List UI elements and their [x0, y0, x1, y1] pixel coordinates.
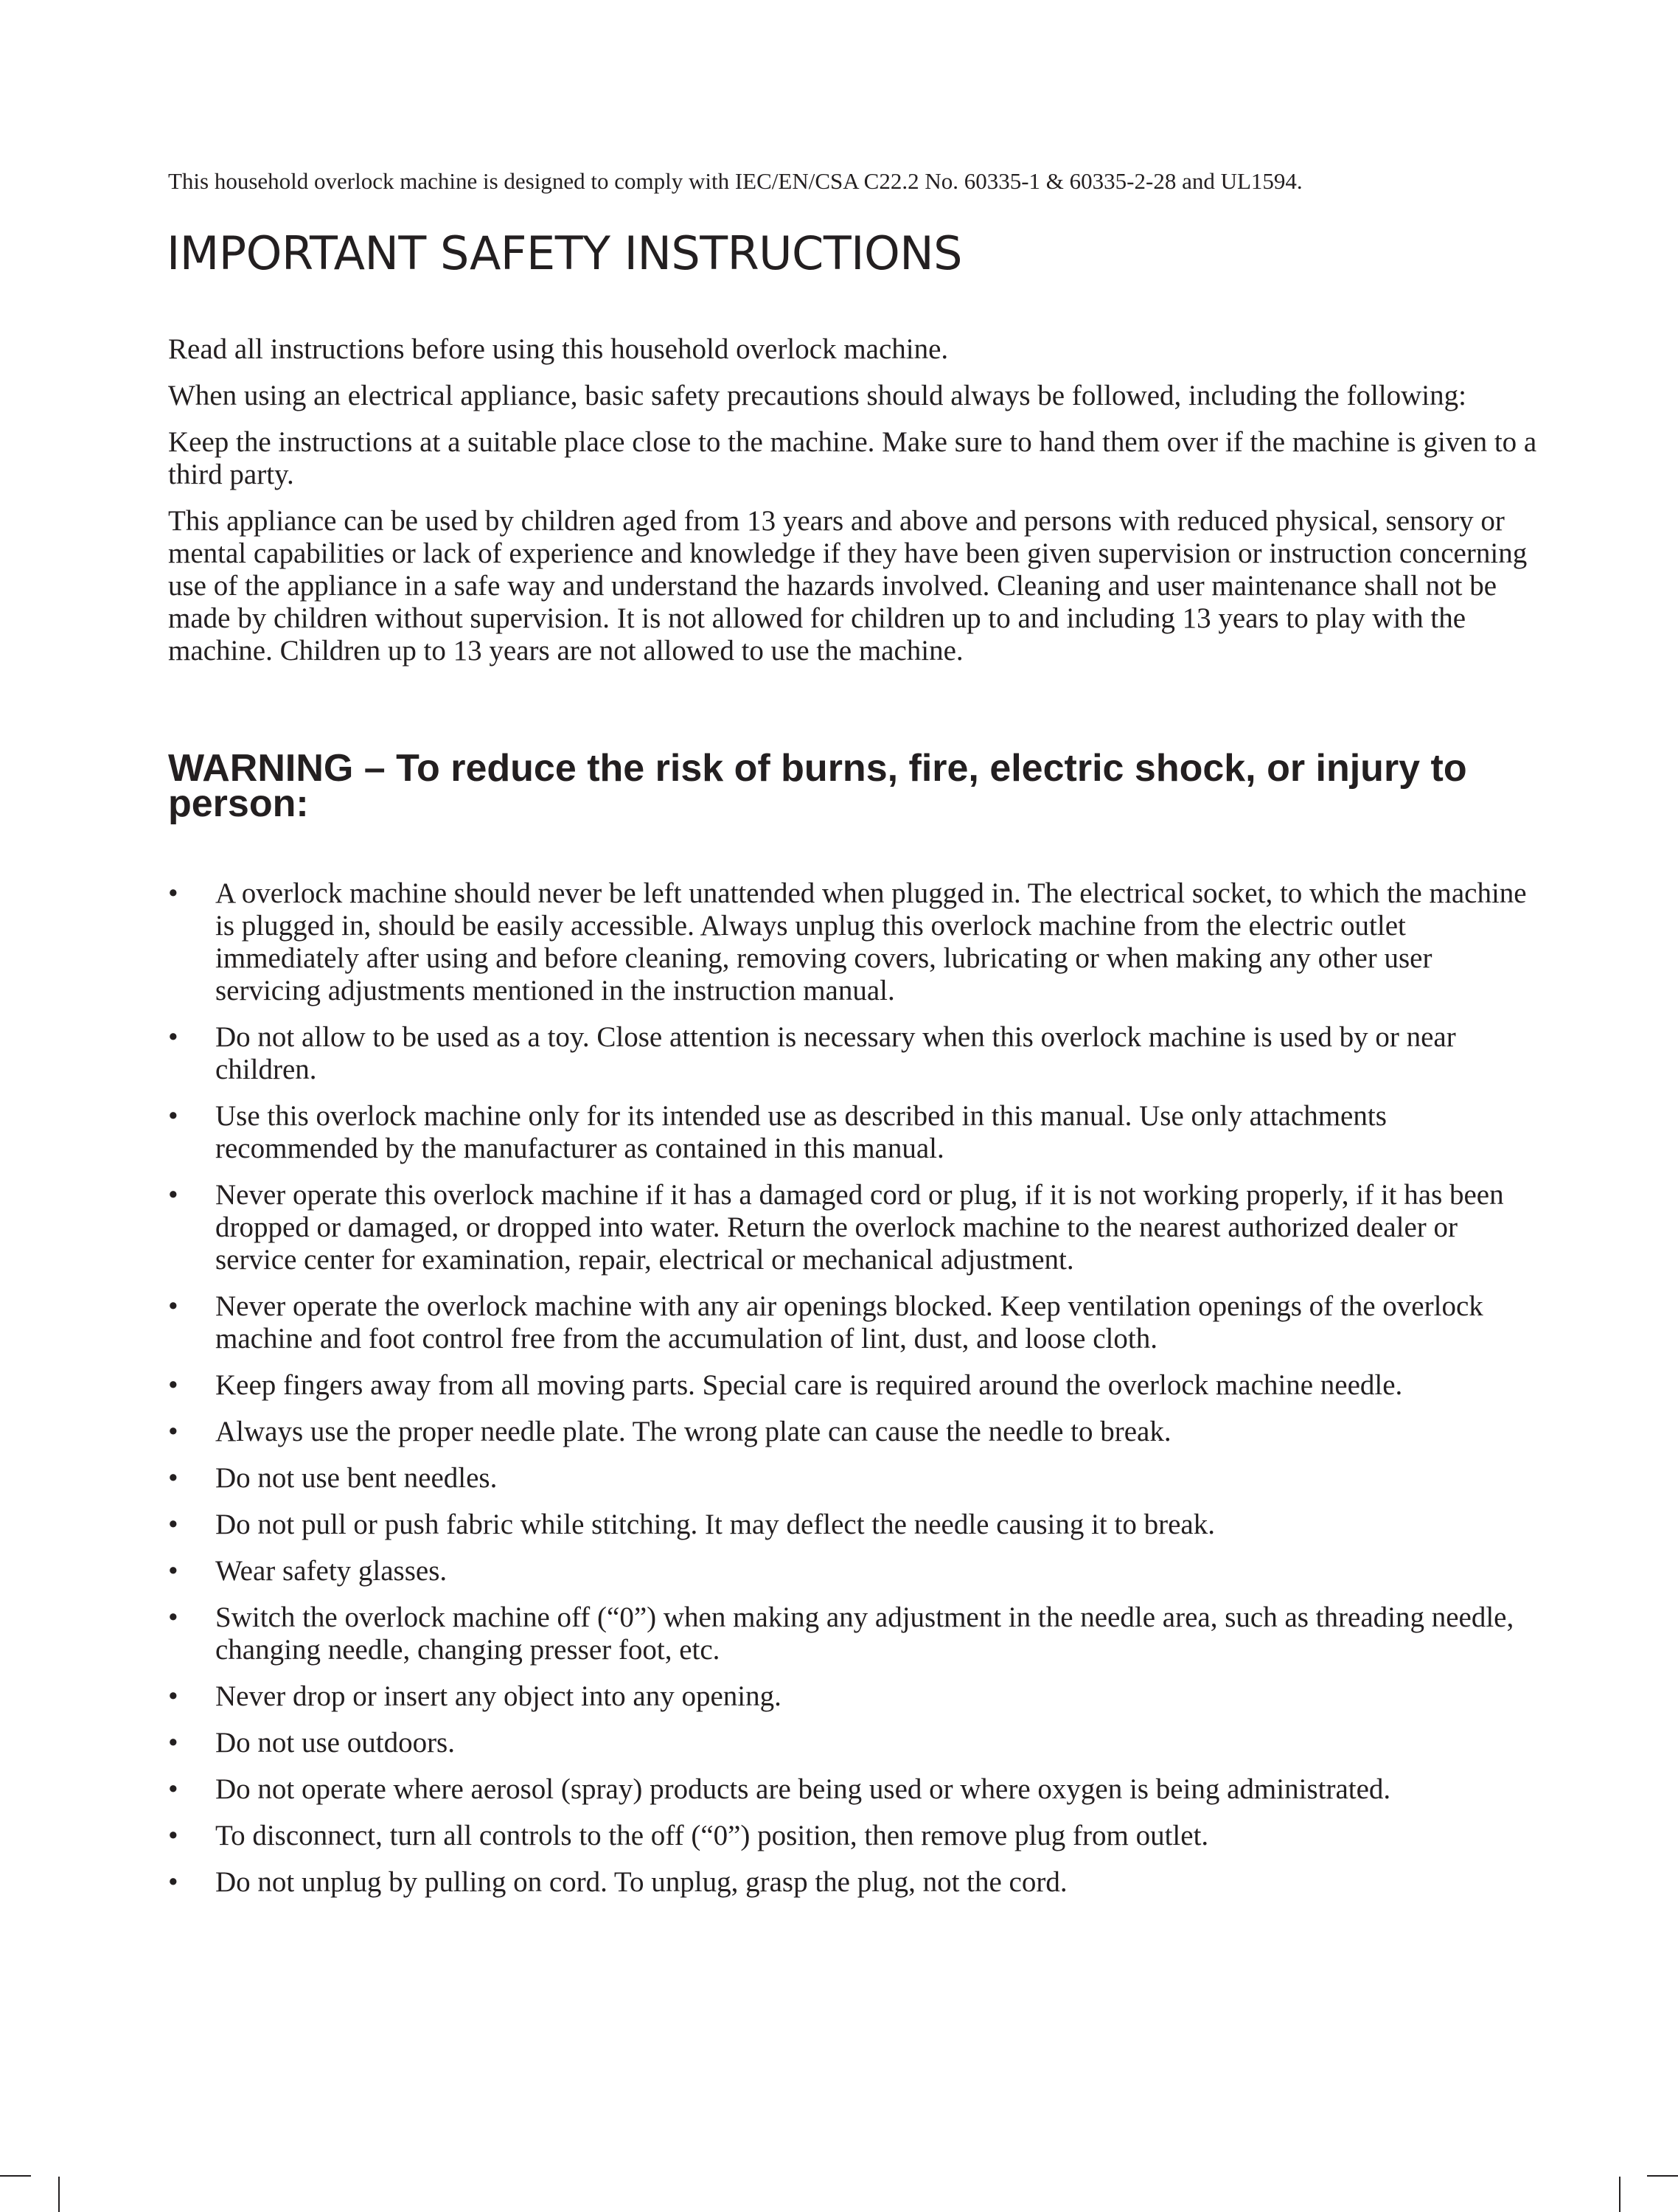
- bullet-icon: •: [168, 1555, 178, 1587]
- bullet-icon: •: [168, 1601, 178, 1633]
- list-item: [168, 1021, 1539, 1086]
- intro-paragraph: When using an electrical appliance, basic safety precautions should always be followed, including the following:: [168, 380, 1466, 411]
- list-item: [168, 1509, 1539, 1541]
- crop-mark-right-horizontal: [1647, 2175, 1678, 2177]
- page-title: IMPORTANT SAFETY INSTRUCTIONS: [167, 226, 963, 280]
- bullet-icon: •: [168, 1820, 178, 1851]
- list-item: [168, 1100, 1539, 1165]
- bullet-icon: •: [168, 1100, 178, 1132]
- list-item-text: Use this overlock machine only for its intended use as described in this manual. Use only attachments recommended by the manufacturer as contained in this manual.: [215, 1100, 1387, 1164]
- list-item: [168, 1866, 1539, 1899]
- bullet-icon: •: [168, 1866, 178, 1898]
- list-item-text: Never operate this overlock machine if it has a damaged cord or plug, if it is not working properly, if it has been dropped or damaged, or dropped into water. Return the overlock machine to the nearest authorized dealer or service center for examination, repair, electrical or mechanical adjustment.: [215, 1179, 1504, 1276]
- warning-heading: WARNING – To reduce the risk of burns, fire, electric shock, or injury to person:: [168, 747, 1467, 825]
- list-item: [168, 1727, 1539, 1759]
- intro-section: [168, 333, 1539, 681]
- list-item: [168, 1290, 1539, 1355]
- bullet-icon: •: [168, 1021, 178, 1053]
- list-item-text: Never drop or insert any object into any opening.: [215, 1680, 781, 1712]
- list-item-text: Keep fingers away from all moving parts. Special care is required around the overlock machine needle.: [215, 1369, 1403, 1401]
- list-item-text: Switch the overlock machine off (“0”) when making any adjustment in the needle area, such as threading needle, changing needle, changing presser foot, etc.: [215, 1601, 1514, 1666]
- list-item: [168, 1555, 1539, 1587]
- list-item: [168, 1601, 1539, 1666]
- bullet-icon: •: [168, 1773, 178, 1805]
- bullet-icon: •: [168, 1179, 178, 1211]
- list-item-text: Wear safety glasses.: [215, 1555, 448, 1587]
- bullet-icon: •: [168, 1462, 178, 1494]
- list-item: [168, 1773, 1539, 1806]
- list-item-text: Do not pull or push fabric while stitching. It may deflect the needle causing it to break.: [215, 1509, 1215, 1540]
- list-item: [168, 1820, 1539, 1852]
- list-item: [168, 1369, 1539, 1402]
- list-item-text: Do not allow to be used as a toy. Close attention is necessary when this overlock machine is used by or near children.: [215, 1021, 1456, 1085]
- crop-mark-right-vertical: [1619, 2177, 1620, 2212]
- bullet-icon: •: [168, 877, 178, 909]
- list-item-text: Never operate the overlock machine with any air openings blocked. Keep ventilation openings of the overlock machine and foot control free from the accumulation of lint, dust, and loose cloth.: [215, 1290, 1483, 1354]
- list-item: [168, 1179, 1539, 1276]
- intro-paragraph: Keep the instructions at a suitable place close to the machine. Make sure to hand them over if the machine is given to a third party.: [168, 426, 1537, 490]
- bullet-icon: •: [168, 1290, 178, 1322]
- crop-mark-left-vertical: [58, 2177, 60, 2212]
- list-item-text: Do not unplug by pulling on cord. To unplug, grasp the plug, not the cord.: [215, 1866, 1068, 1898]
- bullet-icon: •: [168, 1509, 178, 1540]
- intro-paragraph: This appliance can be used by children aged from 13 years and above and persons with reduced physical, sensory or mental capabilities or lack of experience and knowledge if they have been given supervision or instruction concerning use of the appliance in a safe way and understand the hazards involved. Cleaning and user maintenance shall not be made by children without supervision. It is not allowed for children up to and including 13 years to play with the machine. Children up to 13 years are not allowed to use the machine.: [168, 505, 1528, 667]
- safety-rules-list: [168, 877, 1539, 1913]
- compliance-note: This household overlock machine is designed to comply with IEC/EN/CSA C22.2 No. 60335-1 & 60335-2-28 and UL1594.: [168, 168, 1303, 194]
- crop-mark-left-horizontal: [0, 2175, 31, 2177]
- bullet-icon: •: [168, 1369, 178, 1401]
- list-item-text: A overlock machine should never be left unattended when plugged in. The electrical socket, to which the machine is plugged in, should be easily accessible. Always unplug this overlock machine from the electric outlet immediately after using and before cleaning, removing covers, lubricating or when making any other user servicing adjustments mentioned in the instruction manual.: [215, 877, 1527, 1006]
- list-item-text: Do not operate where aerosol (spray) products are being used or where oxygen is being administrated.: [215, 1773, 1391, 1805]
- intro-paragraph: Read all instructions before using this household overlock machine.: [168, 333, 949, 365]
- list-item-text: Always use the proper needle plate. The wrong plate can cause the needle to break.: [215, 1416, 1172, 1447]
- list-item: [168, 1462, 1539, 1495]
- bullet-icon: •: [168, 1416, 178, 1447]
- bullet-icon: •: [168, 1680, 178, 1712]
- list-item-text: To disconnect, turn all controls to the off (“0”) position, then remove plug from outlet.: [215, 1820, 1209, 1851]
- list-item-text: Do not use bent needles.: [215, 1462, 498, 1494]
- bullet-icon: •: [168, 1727, 178, 1759]
- list-item: [168, 1416, 1539, 1448]
- list-item-text: Do not use outdoors.: [215, 1727, 455, 1759]
- list-item: [168, 877, 1539, 1007]
- list-item: [168, 1680, 1539, 1713]
